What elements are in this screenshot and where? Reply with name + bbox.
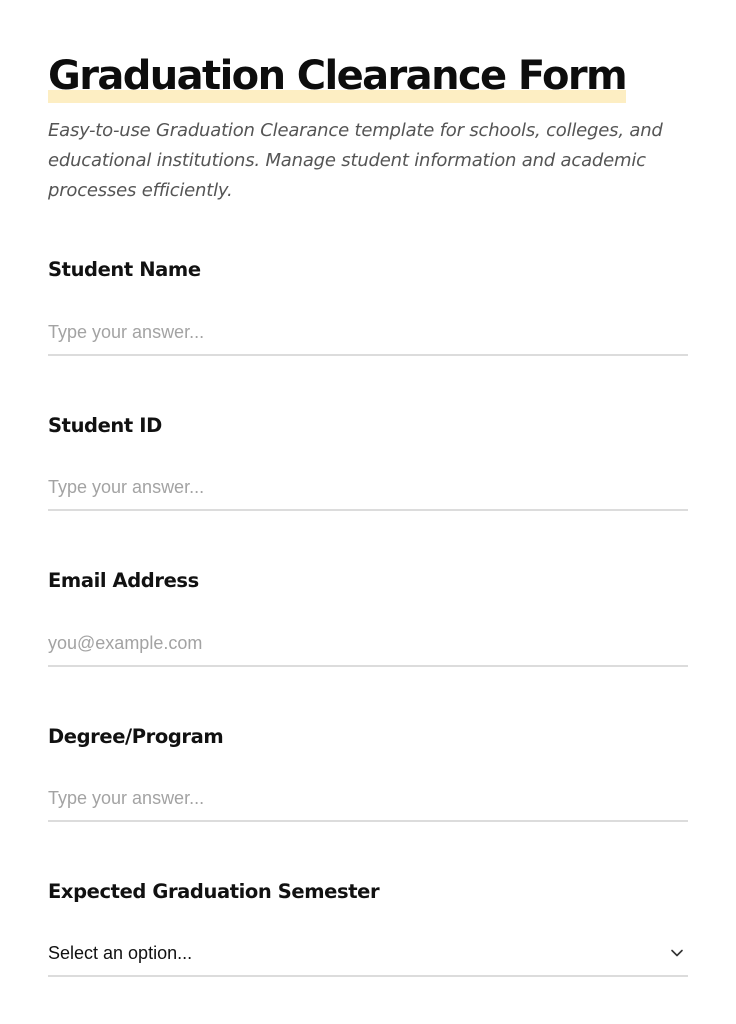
- field-label: Expected Graduation Semester: [48, 880, 380, 903]
- form-description: Easy-to-use Graduation Clearance template for schools, colleges, and educational institutions. Manage student information and academic processes efficiently.: [48, 120, 663, 201]
- field-label: Student Name: [48, 258, 201, 281]
- field-expected-graduation-semester: [48, 878, 688, 977]
- field-student-id: [48, 412, 688, 511]
- student-id-input[interactable]: [48, 465, 688, 511]
- field-email-address: [48, 567, 688, 667]
- field-label: Degree/Program: [48, 725, 224, 748]
- form-title: Graduation Clearance Form: [48, 53, 627, 99]
- graduation-semester-select[interactable]: [48, 931, 688, 977]
- field-degree-program: [48, 723, 688, 822]
- select-value: Select an option...: [48, 942, 193, 963]
- form-title-wrap: [48, 48, 626, 104]
- student-name-input[interactable]: [48, 310, 688, 356]
- field-student-name: [48, 256, 688, 356]
- field-label: Student ID: [48, 414, 162, 437]
- degree-program-input[interactable]: [48, 776, 688, 822]
- graduation-clearance-form: [48, 48, 688, 977]
- email-input[interactable]: [48, 621, 688, 667]
- field-label: Email Address: [48, 569, 199, 592]
- chevron-down-icon: [670, 946, 684, 960]
